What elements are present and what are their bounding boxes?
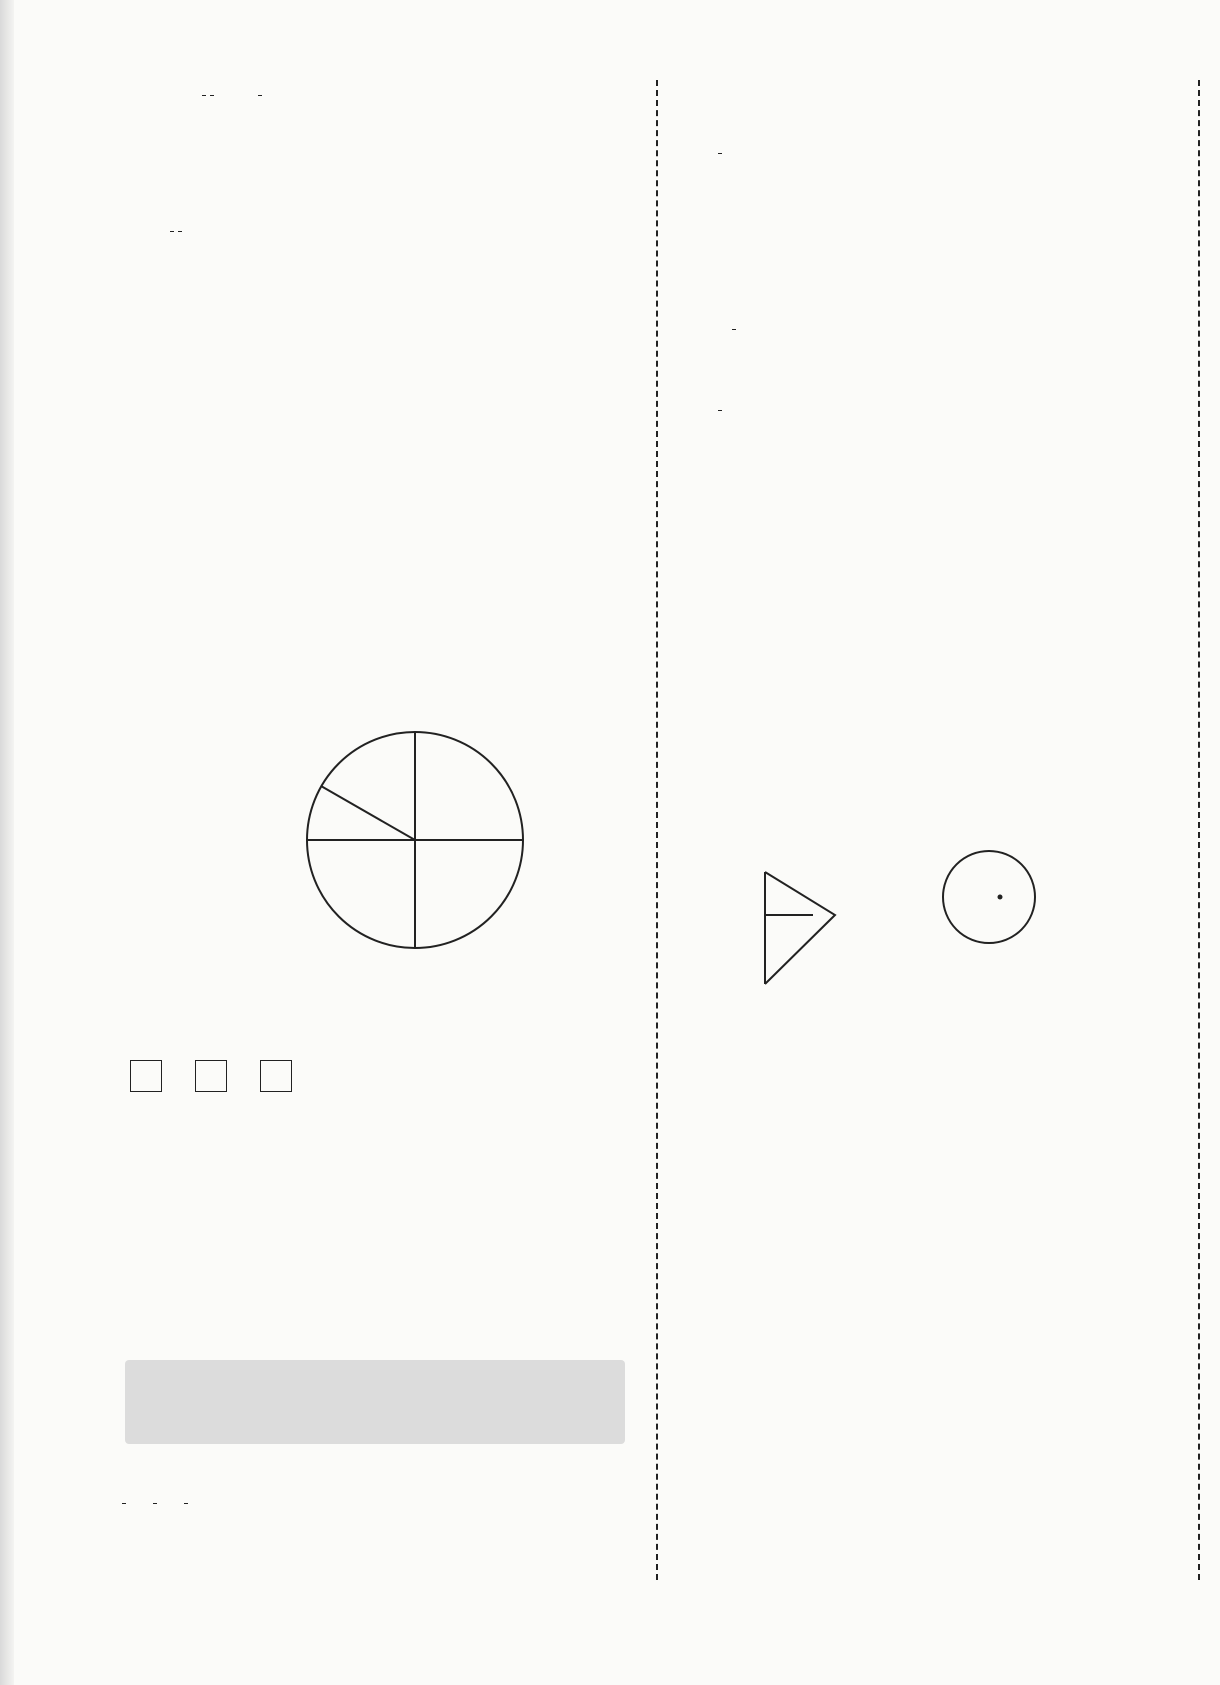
question-six-1 (124, 1060, 292, 1092)
fraction (258, 93, 262, 98)
answer-two-4 (716, 397, 724, 423)
grid-figure (735, 815, 1175, 1015)
question-4 (168, 218, 184, 244)
pie-chart (300, 725, 640, 955)
large-circle (943, 851, 1035, 943)
checkbox-meimei (260, 1060, 292, 1092)
scan-edge (0, 0, 14, 1685)
checkbox-lele (130, 1060, 162, 1092)
question-one-1 (120, 1490, 190, 1516)
answer-r3 (716, 140, 745, 166)
circle-center (998, 895, 1003, 900)
pie-divider (321, 786, 415, 840)
fraction (202, 93, 206, 98)
column-divider (656, 80, 658, 1580)
column-divider (1198, 80, 1200, 1580)
answer-two-3 (716, 316, 759, 342)
checkbox-kangkang (195, 1060, 227, 1092)
triangle-shape (765, 872, 835, 984)
spacer (997, 922, 999, 924)
eq-distance (200, 82, 264, 108)
fraction (210, 93, 214, 98)
section-title-box (125, 1360, 625, 1444)
